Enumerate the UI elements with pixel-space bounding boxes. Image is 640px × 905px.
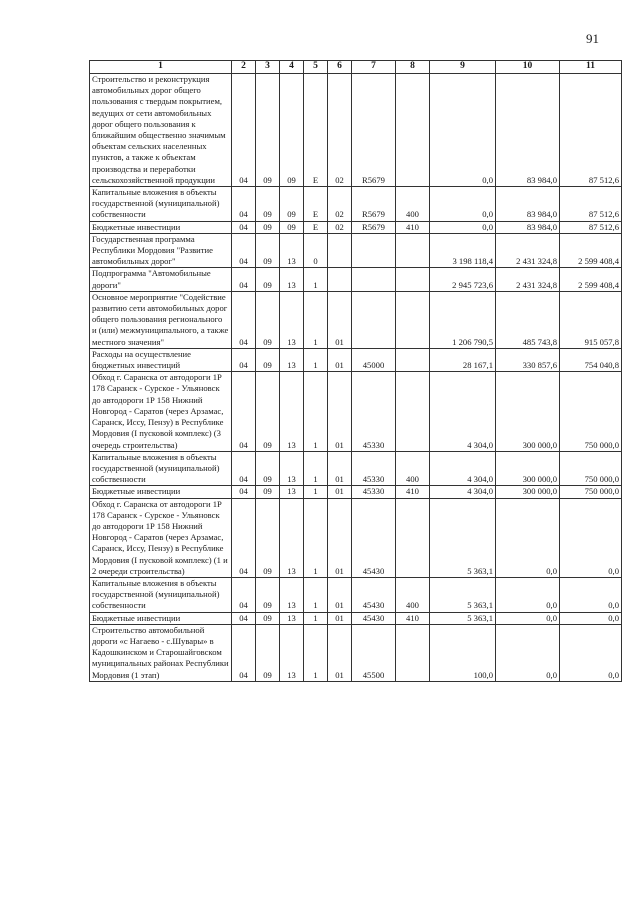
amount-year-3-cell: 754 040,8 xyxy=(560,348,622,371)
section-code-cell: 04 xyxy=(232,74,256,187)
section-code-cell: 04 xyxy=(232,187,256,222)
amount-year-2-cell: 300 000,0 xyxy=(496,486,560,498)
row-name-cell: Государственная программа Республики Мордовия "Развитие автомобильных дорог" xyxy=(90,233,232,268)
event-code-cell: 02 xyxy=(328,74,352,187)
column-header: 10 xyxy=(496,61,560,74)
expense-type-cell xyxy=(396,291,430,348)
amount-year-1-cell: 2 945 723,6 xyxy=(430,268,496,291)
direction-code-cell: R5679 xyxy=(352,221,396,233)
amount-year-3-cell: 0,0 xyxy=(560,612,622,624)
table-row xyxy=(90,624,622,681)
row-name-cell: Бюджетные инвестиции xyxy=(90,221,232,233)
expense-type-cell xyxy=(396,74,430,187)
program-code-cell: 13 xyxy=(280,372,304,451)
program-code-cell: 09 xyxy=(280,74,304,187)
amount-year-1-cell: 0,0 xyxy=(430,221,496,233)
section-code-cell: 04 xyxy=(232,268,256,291)
table-row xyxy=(90,372,622,451)
section-code-cell: 04 xyxy=(232,291,256,348)
column-header: 6 xyxy=(328,61,352,74)
subsection-code-cell: 09 xyxy=(256,187,280,222)
subsection-code-cell: 09 xyxy=(256,348,280,371)
program-code-cell: 13 xyxy=(280,348,304,371)
amount-year-3-cell: 2 599 408,4 xyxy=(560,268,622,291)
program-code-cell: 13 xyxy=(280,486,304,498)
amount-year-1-cell: 4 304,0 xyxy=(430,486,496,498)
direction-code-cell xyxy=(352,268,396,291)
row-name-cell: Обход г. Саранска от автодороги 1Р 178 Саранск - Сурское - Ульяновск до автодороги 1Р 158 Нижний Новгород - Саратов (через Арзамас, Саранск, Иссу, Пензу) в Республике Мордовия (I пусковой комплекс) (1 и 2 очереди строительства) xyxy=(90,498,232,577)
amount-year-2-cell: 83 984,0 xyxy=(496,187,560,222)
subprogram-code-cell: Е xyxy=(304,187,328,222)
row-name-cell: Обход г. Саранска от автодороги 1Р 178 Саранск - Сурское - Ульяновск до автодороги 1Р 158 Нижний Новгород - Саратов (через Арзамас, Саранск, Иссу, Пензу) в Республике Мордовия (I пусковой комплекс) (3 очередь строительства) xyxy=(90,372,232,451)
expense-type-cell xyxy=(396,372,430,451)
direction-code-cell: 45330 xyxy=(352,486,396,498)
table-row xyxy=(90,187,622,222)
subsection-code-cell: 09 xyxy=(256,291,280,348)
table-row xyxy=(90,348,622,371)
expense-type-cell xyxy=(396,268,430,291)
event-code-cell: 01 xyxy=(328,291,352,348)
direction-code-cell: R5679 xyxy=(352,187,396,222)
table-row xyxy=(90,268,622,291)
event-code-cell: 02 xyxy=(328,187,352,222)
direction-code-cell: 45430 xyxy=(352,612,396,624)
amount-year-2-cell: 485 743,8 xyxy=(496,291,560,348)
amount-year-3-cell: 87 512,6 xyxy=(560,187,622,222)
event-code-cell: 01 xyxy=(328,498,352,577)
subprogram-code-cell: 0 xyxy=(304,233,328,268)
table-row xyxy=(90,498,622,577)
event-code-cell: 01 xyxy=(328,372,352,451)
amount-year-2-cell: 0,0 xyxy=(496,577,560,612)
row-name-cell: Бюджетные инвестиции xyxy=(90,486,232,498)
subprogram-code-cell: Е xyxy=(304,74,328,187)
amount-year-2-cell: 330 857,6 xyxy=(496,348,560,371)
subprogram-code-cell: 1 xyxy=(304,291,328,348)
program-code-cell: 13 xyxy=(280,624,304,681)
event-code-cell: 01 xyxy=(328,577,352,612)
column-header: 4 xyxy=(280,61,304,74)
subsection-code-cell: 09 xyxy=(256,486,280,498)
event-code-cell: 01 xyxy=(328,612,352,624)
program-code-cell: 13 xyxy=(280,291,304,348)
amount-year-1-cell: 100,0 xyxy=(430,624,496,681)
amount-year-3-cell: 87 512,6 xyxy=(560,221,622,233)
column-header: 2 xyxy=(232,61,256,74)
column-header: 8 xyxy=(396,61,430,74)
expense-type-cell: 400 xyxy=(396,577,430,612)
row-name-cell: Строительство автомобильной дороги «с Нагаево - с.Шувары» в Кадошкинском и Старошайговском муниципальных районах Республики Мордовия (1 этап) xyxy=(90,624,232,681)
direction-code-cell: 45500 xyxy=(352,624,396,681)
table-row xyxy=(90,221,622,233)
event-code-cell: 02 xyxy=(328,221,352,233)
program-code-cell: 13 xyxy=(280,233,304,268)
subsection-code-cell: 09 xyxy=(256,233,280,268)
direction-code-cell: 45430 xyxy=(352,498,396,577)
subsection-code-cell: 09 xyxy=(256,221,280,233)
table-row xyxy=(90,74,622,187)
amount-year-2-cell: 0,0 xyxy=(496,624,560,681)
section-code-cell: 04 xyxy=(232,486,256,498)
table-row xyxy=(90,233,622,268)
amount-year-3-cell: 750 000,0 xyxy=(560,372,622,451)
amount-year-3-cell: 750 000,0 xyxy=(560,451,622,486)
amount-year-2-cell: 83 984,0 xyxy=(496,221,560,233)
section-code-cell: 04 xyxy=(232,221,256,233)
column-header: 7 xyxy=(352,61,396,74)
amount-year-3-cell: 2 599 408,4 xyxy=(560,233,622,268)
amount-year-1-cell: 3 198 118,4 xyxy=(430,233,496,268)
amount-year-3-cell: 87 512,6 xyxy=(560,74,622,187)
amount-year-2-cell: 2 431 324,8 xyxy=(496,268,560,291)
event-code-cell xyxy=(328,233,352,268)
amount-year-2-cell: 300 000,0 xyxy=(496,372,560,451)
table-row xyxy=(90,291,622,348)
amount-year-1-cell: 1 206 790,5 xyxy=(430,291,496,348)
column-header: 11 xyxy=(560,61,622,74)
expense-type-cell: 400 xyxy=(396,451,430,486)
section-code-cell: 04 xyxy=(232,348,256,371)
table-row xyxy=(90,486,622,498)
event-code-cell: 01 xyxy=(328,348,352,371)
table-header-row xyxy=(90,61,622,74)
subprogram-code-cell: 1 xyxy=(304,624,328,681)
direction-code-cell: 45000 xyxy=(352,348,396,371)
expense-type-cell: 410 xyxy=(396,612,430,624)
row-name-cell: Подпрограмма "Автомобильные дороги" xyxy=(90,268,232,291)
event-code-cell: 01 xyxy=(328,486,352,498)
amount-year-3-cell: 0,0 xyxy=(560,624,622,681)
amount-year-1-cell: 5 363,1 xyxy=(430,498,496,577)
table-row xyxy=(90,612,622,624)
amount-year-1-cell: 5 363,1 xyxy=(430,577,496,612)
direction-code-cell xyxy=(352,233,396,268)
amount-year-3-cell: 0,0 xyxy=(560,498,622,577)
row-name-cell: Капитальные вложения в объекты государственной (муниципальной) собственности xyxy=(90,577,232,612)
section-code-cell: 04 xyxy=(232,451,256,486)
program-code-cell: 09 xyxy=(280,187,304,222)
column-header: 5 xyxy=(304,61,328,74)
section-code-cell: 04 xyxy=(232,372,256,451)
table-row xyxy=(90,451,622,486)
amount-year-1-cell: 4 304,0 xyxy=(430,451,496,486)
program-code-cell: 13 xyxy=(280,612,304,624)
subprogram-code-cell: 1 xyxy=(304,612,328,624)
event-code-cell: 01 xyxy=(328,624,352,681)
event-code-cell: 01 xyxy=(328,451,352,486)
amount-year-2-cell: 2 431 324,8 xyxy=(496,233,560,268)
column-header: 9 xyxy=(430,61,496,74)
row-name-cell: Основное мероприятие "Содействие развитию сети автомобильных дорог общего пользования регионального и (или) межмуниципального, а также местного значения" xyxy=(90,291,232,348)
expense-type-cell: 410 xyxy=(396,486,430,498)
section-code-cell: 04 xyxy=(232,612,256,624)
amount-year-3-cell: 915 057,8 xyxy=(560,291,622,348)
section-code-cell: 04 xyxy=(232,624,256,681)
program-code-cell: 13 xyxy=(280,577,304,612)
subsection-code-cell: 09 xyxy=(256,451,280,486)
row-name-cell: Капитальные вложения в объекты государственной (муниципальной) собственности xyxy=(90,187,232,222)
program-code-cell: 09 xyxy=(280,221,304,233)
direction-code-cell: 45330 xyxy=(352,451,396,486)
budget-table xyxy=(89,60,622,682)
expense-type-cell: 400 xyxy=(396,187,430,222)
row-name-cell: Расходы на осуществление бюджетных инвестиций xyxy=(90,348,232,371)
amount-year-2-cell: 0,0 xyxy=(496,612,560,624)
amount-year-2-cell: 83 984,0 xyxy=(496,74,560,187)
column-header: 1 xyxy=(90,61,232,74)
amount-year-1-cell: 28 167,1 xyxy=(430,348,496,371)
event-code-cell xyxy=(328,268,352,291)
subsection-code-cell: 09 xyxy=(256,577,280,612)
row-name-cell: Капитальные вложения в объекты государственной (муниципальной) собственности xyxy=(90,451,232,486)
column-header: 3 xyxy=(256,61,280,74)
subsection-code-cell: 09 xyxy=(256,74,280,187)
subprogram-code-cell: 1 xyxy=(304,486,328,498)
subprogram-code-cell: 1 xyxy=(304,348,328,371)
amount-year-1-cell: 5 363,1 xyxy=(430,612,496,624)
subprogram-code-cell: 1 xyxy=(304,268,328,291)
amount-year-2-cell: 300 000,0 xyxy=(496,451,560,486)
section-code-cell: 04 xyxy=(232,498,256,577)
amount-year-3-cell: 0,0 xyxy=(560,577,622,612)
subsection-code-cell: 09 xyxy=(256,268,280,291)
subprogram-code-cell: 1 xyxy=(304,372,328,451)
subprogram-code-cell: 1 xyxy=(304,577,328,612)
section-code-cell: 04 xyxy=(232,233,256,268)
section-code-cell: 04 xyxy=(232,577,256,612)
program-code-cell: 13 xyxy=(280,268,304,291)
amount-year-2-cell: 0,0 xyxy=(496,498,560,577)
subprogram-code-cell: 1 xyxy=(304,451,328,486)
direction-code-cell xyxy=(352,291,396,348)
subprogram-code-cell: Е xyxy=(304,221,328,233)
expense-type-cell xyxy=(396,498,430,577)
expense-type-cell xyxy=(396,233,430,268)
amount-year-3-cell: 750 000,0 xyxy=(560,486,622,498)
subsection-code-cell: 09 xyxy=(256,372,280,451)
subprogram-code-cell: 1 xyxy=(304,498,328,577)
direction-code-cell: 45330 xyxy=(352,372,396,451)
row-name-cell: Бюджетные инвестиции xyxy=(90,612,232,624)
subsection-code-cell: 09 xyxy=(256,624,280,681)
program-code-cell: 13 xyxy=(280,451,304,486)
table-row xyxy=(90,577,622,612)
row-name-cell: Строительство и реконструкция автомобильных дорог общего пользования с твердым покрытием, ведущих от сети автомобильных дорог общего пользования к ближайшим общественно значимым объектам сельских населенных пунктов, а также к объектам производства и переработки сельскохозяйственной продукции xyxy=(90,74,232,187)
program-code-cell: 13 xyxy=(280,498,304,577)
page-number: 91 xyxy=(586,31,599,46)
expense-type-cell: 410 xyxy=(396,221,430,233)
expense-type-cell xyxy=(396,624,430,681)
amount-year-1-cell: 0,0 xyxy=(430,187,496,222)
amount-year-1-cell: 4 304,0 xyxy=(430,372,496,451)
amount-year-1-cell: 0,0 xyxy=(430,74,496,187)
direction-code-cell: R5679 xyxy=(352,74,396,187)
direction-code-cell: 45430 xyxy=(352,577,396,612)
expense-type-cell xyxy=(396,348,430,371)
subsection-code-cell: 09 xyxy=(256,612,280,624)
subsection-code-cell: 09 xyxy=(256,498,280,577)
